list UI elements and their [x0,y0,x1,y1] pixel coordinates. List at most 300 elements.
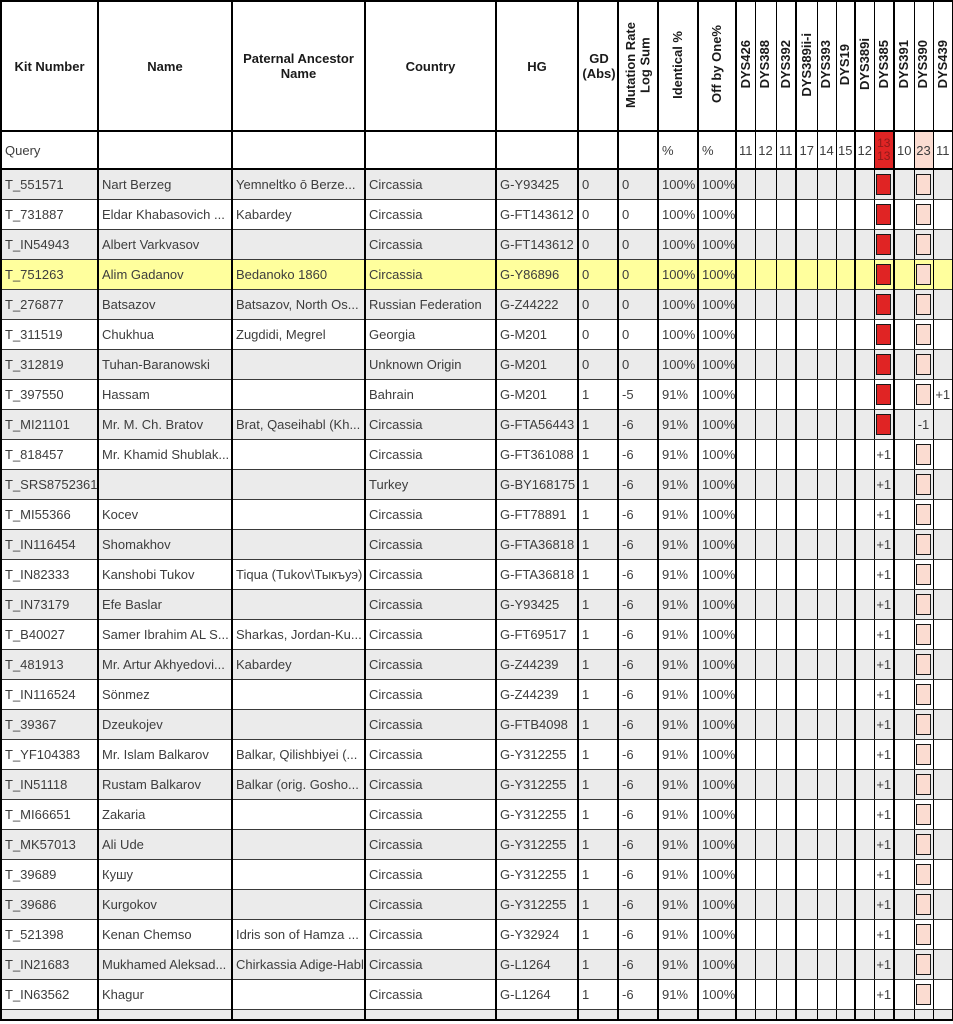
cell-identical-pct: 91% [658,739,698,769]
cell-identical-pct: 100% [658,229,698,259]
cell-off-by-one-pct: 100% [698,169,736,199]
cell-dys389i [855,259,874,289]
cell-off-by-one-pct: 100% [698,859,736,889]
cell-off-by-one-pct: 100% [698,529,736,559]
cell-identical-pct [658,1009,698,1020]
cell-dys393 [817,739,836,769]
cell-paternal-ancestor: Brat, Qaseihabl (Kh... [232,409,365,439]
cell-off-by-one-pct: 100% [698,559,736,589]
cell-off-by-one-pct: 100% [698,319,736,349]
cell-dys393 [817,259,836,289]
cell-country [365,1009,496,1020]
cell-dys389ii-i [796,529,817,559]
cell-dys426 [736,949,755,979]
cell-kit-number: T_IN54943 [1,229,98,259]
cell-dys385 [874,259,894,289]
cell-dys19 [836,679,855,709]
table-row[interactable] [1,949,953,979]
cell-dys393 [817,799,836,829]
mrls-label-line1: Mutation Rate [622,21,638,108]
cell-dys388 [755,1009,776,1020]
cell-gd-abs: 1 [578,709,618,739]
table-row[interactable] [1,679,953,709]
cell-dys385 [874,409,894,439]
pink-mismatch-marker [916,924,931,945]
cell-dys392 [776,559,796,589]
cell-dys439 [933,709,953,739]
cell-off-by-one-pct: 100% [698,229,736,259]
cell-dys393 [817,619,836,649]
cell-dys390 [914,619,933,649]
cell-gd-abs: 1 [578,409,618,439]
cell-paternal-ancestor [232,979,365,1009]
pink-mismatch-marker [916,264,931,285]
cell-name: Kurgokov [98,889,232,919]
cell-name: Albert Varkvasov [98,229,232,259]
cell-kit-number: T_MK57013 [1,829,98,859]
query-row [1,131,953,169]
cell-dys385: +1 [874,949,894,979]
cell-paternal-ancestor: Kabardey [232,649,365,679]
cell-dys439 [933,889,953,919]
pink-mismatch-marker [916,294,931,315]
cell-dys389ii-i [796,949,817,979]
cell-hg: G-L1264 [496,949,578,979]
cell-hg: G-Y86896 [496,259,578,289]
cell-dys390: -1 [914,409,933,439]
cell-dys390 [914,799,933,829]
cell-dys390 [914,1009,933,1020]
table-row-highlighted[interactable] [1,259,953,289]
cell-dys390 [914,949,933,979]
cell-dys385: +1 [874,529,894,559]
cell-name [98,1009,232,1020]
cell-dys393 [817,769,836,799]
cell-hg: G-L1264 [496,979,578,1009]
cell-dys392 [776,349,796,379]
cell-mutation-rate-log-sum: -6 [618,919,658,949]
table-row[interactable] [1,499,953,529]
cell-country: Circassia [365,439,496,469]
cell-gd-abs: 1 [578,439,618,469]
query-dys389i-value: 12 [855,131,874,169]
cell-dys385: +1 [874,859,894,889]
table-row[interactable] [1,349,953,379]
red-mismatch-marker [876,384,891,405]
cell-dys389i [855,619,874,649]
cell-dys390 [914,499,933,529]
cell-hg: G-FT78891 [496,499,578,529]
table-row[interactable] [1,649,953,679]
cell-country: Circassia [365,169,496,199]
cell-dys426 [736,319,755,349]
cell-kit-number: T_B40027 [1,619,98,649]
cell-dys389i [855,589,874,619]
cell-dys439 [933,169,953,199]
cell-dys19 [836,469,855,499]
cell-mutation-rate-log-sum: -6 [618,409,658,439]
cell-dys391 [894,919,914,949]
cell-hg: G-Y312255 [496,859,578,889]
cell-dys390 [914,859,933,889]
table-row[interactable] [1,709,953,739]
cell-dys439 [933,679,953,709]
cell-identical-pct: 91% [658,709,698,739]
pink-mismatch-marker [916,534,931,555]
cell-off-by-one-pct: 100% [698,439,736,469]
cell-name: Mr. M. Ch. Bratov [98,409,232,439]
cell-dys388 [755,709,776,739]
cell-dys385: +1 [874,919,894,949]
cell-country: Circassia [365,889,496,919]
query-dys385-value-red [874,131,894,169]
cell-mutation-rate-log-sum: -6 [618,979,658,1009]
cell-dys388 [755,499,776,529]
cell-dys388 [755,889,776,919]
cell-kit-number: T_YF104383 [1,739,98,769]
cell-dys390 [914,769,933,799]
cell-paternal-ancestor: Batsazov, North Os... [232,289,365,319]
column-header-country: Country [365,1,496,131]
cell-dys439 [933,529,953,559]
cell-identical-pct: 100% [658,169,698,199]
query-country-cell [365,131,496,169]
cell-country: Circassia [365,199,496,229]
cell-name: Nart Berzeg [98,169,232,199]
table-row[interactable] [1,739,953,769]
cell-dys426 [736,169,755,199]
pink-mismatch-marker [916,354,931,375]
cell-dys389i [855,949,874,979]
cell-dys393 [817,469,836,499]
cell-dys19 [836,379,855,409]
cell-dys385: +1 [874,439,894,469]
cell-dys426 [736,649,755,679]
cell-dys393 [817,409,836,439]
query-paternal-cell [232,131,365,169]
cell-hg: G-FTA36818 [496,529,578,559]
cell-off-by-one-pct: 100% [698,799,736,829]
cell-hg: G-FT143612 [496,229,578,259]
cell-paternal-ancestor: Balkar, Qilishbiyei (... [232,739,365,769]
cell-dys391 [894,889,914,919]
cell-mutation-rate-log-sum: -6 [618,949,658,979]
cell-dys389ii-i [796,439,817,469]
cell-off-by-one-pct: 100% [698,349,736,379]
cell-gd-abs: 1 [578,499,618,529]
cell-identical-pct: 100% [658,259,698,289]
cell-mutation-rate-log-sum: 0 [618,199,658,229]
cell-dys388 [755,199,776,229]
cell-identical-pct: 91% [658,679,698,709]
red-mismatch-marker [876,324,891,345]
cell-country: Circassia [365,409,496,439]
cell-paternal-ancestor [232,829,365,859]
table-row[interactable] [1,859,953,889]
cell-name: Кушу [98,859,232,889]
table-row[interactable] [1,559,953,589]
table-row[interactable] [1,529,953,559]
cell-gd-abs: 1 [578,829,618,859]
cell-identical-pct: 91% [658,829,698,859]
cell-name: Hassam [98,379,232,409]
cell-dys389ii-i [796,589,817,619]
cell-dys19 [836,349,855,379]
cell-hg: G-FTA36818 [496,559,578,589]
cell-dys426 [736,859,755,889]
table-row[interactable] [1,199,953,229]
cell-paternal-ancestor: Balkar (orig. Gosho... [232,769,365,799]
cell-dys392 [776,739,796,769]
cell-dys439 [933,499,953,529]
cell-paternal-ancestor [232,379,365,409]
column-header-dys385: DYS385 [874,1,894,131]
query-dys19-value: 15 [836,131,855,169]
cell-dys426 [736,889,755,919]
cell-dys392 [776,649,796,679]
cell-hg: G-FT361088 [496,439,578,469]
cell-dys426 [736,679,755,709]
cell-hg: G-M201 [496,319,578,349]
cell-dys385 [874,379,894,409]
cell-kit-number: T_IN116454 [1,529,98,559]
table-row[interactable] [1,469,953,499]
cell-hg: G-Z44239 [496,679,578,709]
cell-dys19 [836,559,855,589]
cell-dys389i [855,289,874,319]
cell-identical-pct: 91% [658,919,698,949]
cell-dys389ii-i [796,889,817,919]
cell-dys389i [855,439,874,469]
cell-dys392 [776,859,796,889]
pink-mismatch-marker [916,504,931,525]
cell-country: Georgia [365,319,496,349]
table-row[interactable] [1,289,953,319]
cell-dys393 [817,289,836,319]
cell-dys388 [755,589,776,619]
table-row[interactable] [1,409,953,439]
table-row[interactable] [1,619,953,649]
column-header-dys393: DYS393 [817,1,836,131]
cell-dys391 [894,379,914,409]
cell-paternal-ancestor: Kabardey [232,199,365,229]
cell-mutation-rate-log-sum: -6 [618,589,658,619]
table-row-partial [1,1009,953,1020]
pink-mismatch-marker [916,864,931,885]
cell-dys426 [736,379,755,409]
cell-dys391 [894,739,914,769]
gd-label-line1: GD [589,51,609,66]
cell-dys389ii-i [796,199,817,229]
pink-mismatch-marker [916,594,931,615]
pink-mismatch-marker [916,804,931,825]
cell-mutation-rate-log-sum: -6 [618,469,658,499]
cell-dys439 [933,259,953,289]
cell-paternal-ancestor: Chirkassia Adige-Habl [232,949,365,979]
cell-dys19 [836,619,855,649]
cell-dys390 [914,649,933,679]
cell-dys388 [755,679,776,709]
cell-paternal-ancestor [232,709,365,739]
cell-name: Khagur [98,979,232,1009]
cell-dys391 [894,439,914,469]
cell-dys385: +1 [874,829,894,859]
cell-dys426 [736,349,755,379]
cell-dys389ii-i [796,259,817,289]
cell-name: Efe Baslar [98,589,232,619]
cell-off-by-one-pct: 100% [698,409,736,439]
cell-hg: G-Z44239 [496,649,578,679]
table-row[interactable] [1,829,953,859]
cell-dys391 [894,1009,914,1020]
column-header-gd-abs [578,1,618,131]
cell-dys391 [894,229,914,259]
cell-dys389i [855,319,874,349]
cell-kit-number: T_IN116524 [1,679,98,709]
cell-kit-number: T_39367 [1,709,98,739]
cell-country: Russian Federation [365,289,496,319]
table-row[interactable] [1,769,953,799]
cell-identical-pct: 91% [658,439,698,469]
cell-dys393 [817,199,836,229]
cell-dys392 [776,619,796,649]
cell-dys390 [914,589,933,619]
cell-kit-number: T_SRS8752361 [1,469,98,499]
pink-mismatch-marker [916,444,931,465]
cell-dys389i [855,829,874,859]
cell-gd-abs: 1 [578,469,618,499]
query-dys389ii-i-value: 17 [796,131,817,169]
cell-dys439 [933,649,953,679]
cell-dys390 [914,319,933,349]
cell-name: Shomakhov [98,529,232,559]
cell-dys391 [894,619,914,649]
cell-dys19 [836,289,855,319]
table-row[interactable] [1,379,953,409]
cell-dys390 [914,169,933,199]
cell-gd-abs: 0 [578,199,618,229]
cell-country: Circassia [365,559,496,589]
cell-dys393 [817,529,836,559]
column-header-dys439: DYS439 [933,1,953,131]
table-row[interactable] [1,589,953,619]
cell-dys393 [817,169,836,199]
cell-dys389i [855,169,874,199]
cell-dys389i [855,199,874,229]
cell-identical-pct: 91% [658,559,698,589]
cell-kit-number: T_39686 [1,889,98,919]
cell-mutation-rate-log-sum: -6 [618,559,658,589]
table-row[interactable] [1,439,953,469]
cell-dys392 [776,259,796,289]
cell-kit-number: T_751263 [1,259,98,289]
cell-dys392 [776,289,796,319]
cell-dys388 [755,469,776,499]
cell-name: Sönmez [98,679,232,709]
table-row[interactable] [1,319,953,349]
table-row[interactable] [1,919,953,949]
table-row[interactable] [1,889,953,919]
cell-mutation-rate-log-sum: -6 [618,499,658,529]
cell-dys393 [817,649,836,679]
cell-dys389i [855,559,874,589]
query-off-by-one-pct: % [698,131,736,169]
cell-dys388 [755,439,776,469]
cell-dys391 [894,319,914,349]
cell-dys426 [736,979,755,1009]
cell-paternal-ancestor: Tiqua (Tukov\Тыкъуэ) [232,559,365,589]
cell-dys391 [894,679,914,709]
cell-dys385 [874,1009,894,1020]
cell-gd-abs: 1 [578,979,618,1009]
cell-dys389i [855,889,874,919]
cell-dys392 [776,679,796,709]
pink-mismatch-marker [916,174,931,195]
cell-dys426 [736,769,755,799]
table-row[interactable] [1,229,953,259]
pink-mismatch-marker [916,204,931,225]
cell-dys389ii-i [796,649,817,679]
cell-dys393 [817,949,836,979]
cell-off-by-one-pct: 100% [698,259,736,289]
cell-dys389ii-i [796,499,817,529]
table-row[interactable] [1,799,953,829]
pink-mismatch-marker [916,714,931,735]
cell-dys391 [894,259,914,289]
cell-off-by-one-pct: 100% [698,889,736,919]
cell-dys392 [776,919,796,949]
cell-dys391 [894,769,914,799]
cell-off-by-one-pct: 100% [698,769,736,799]
cell-dys19 [836,919,855,949]
cell-identical-pct: 100% [658,199,698,229]
cell-name: Batsazov [98,289,232,319]
cell-dys392 [776,199,796,229]
cell-hg: G-Y93425 [496,589,578,619]
cell-gd-abs: 0 [578,349,618,379]
table-row[interactable] [1,169,953,199]
query-gd-cell [578,131,618,169]
cell-country: Circassia [365,709,496,739]
table-row[interactable] [1,979,953,1009]
query-identical-pct: % [658,131,698,169]
column-header-name: Name [98,1,232,131]
cell-dys390 [914,979,933,1009]
cell-dys19 [836,529,855,559]
red-mismatch-marker [876,354,891,375]
cell-dys388 [755,319,776,349]
cell-dys391 [894,469,914,499]
cell-country: Circassia [365,739,496,769]
gd-label-line2: (Abs) [582,66,616,81]
cell-dys389ii-i [796,229,817,259]
cell-gd-abs: 1 [578,859,618,889]
cell-identical-pct: 91% [658,889,698,919]
cell-dys390 [914,199,933,229]
cell-off-by-one-pct [698,1009,736,1020]
cell-dys389i [855,649,874,679]
cell-dys391 [894,169,914,199]
cell-dys391 [894,979,914,1009]
cell-off-by-one-pct: 100% [698,619,736,649]
cell-dys388 [755,859,776,889]
cell-dys389ii-i [796,469,817,499]
pink-mismatch-marker [916,384,931,405]
cell-dys391 [894,289,914,319]
cell-dys19 [836,949,855,979]
cell-off-by-one-pct: 100% [698,739,736,769]
query-dys393-value: 14 [817,131,836,169]
